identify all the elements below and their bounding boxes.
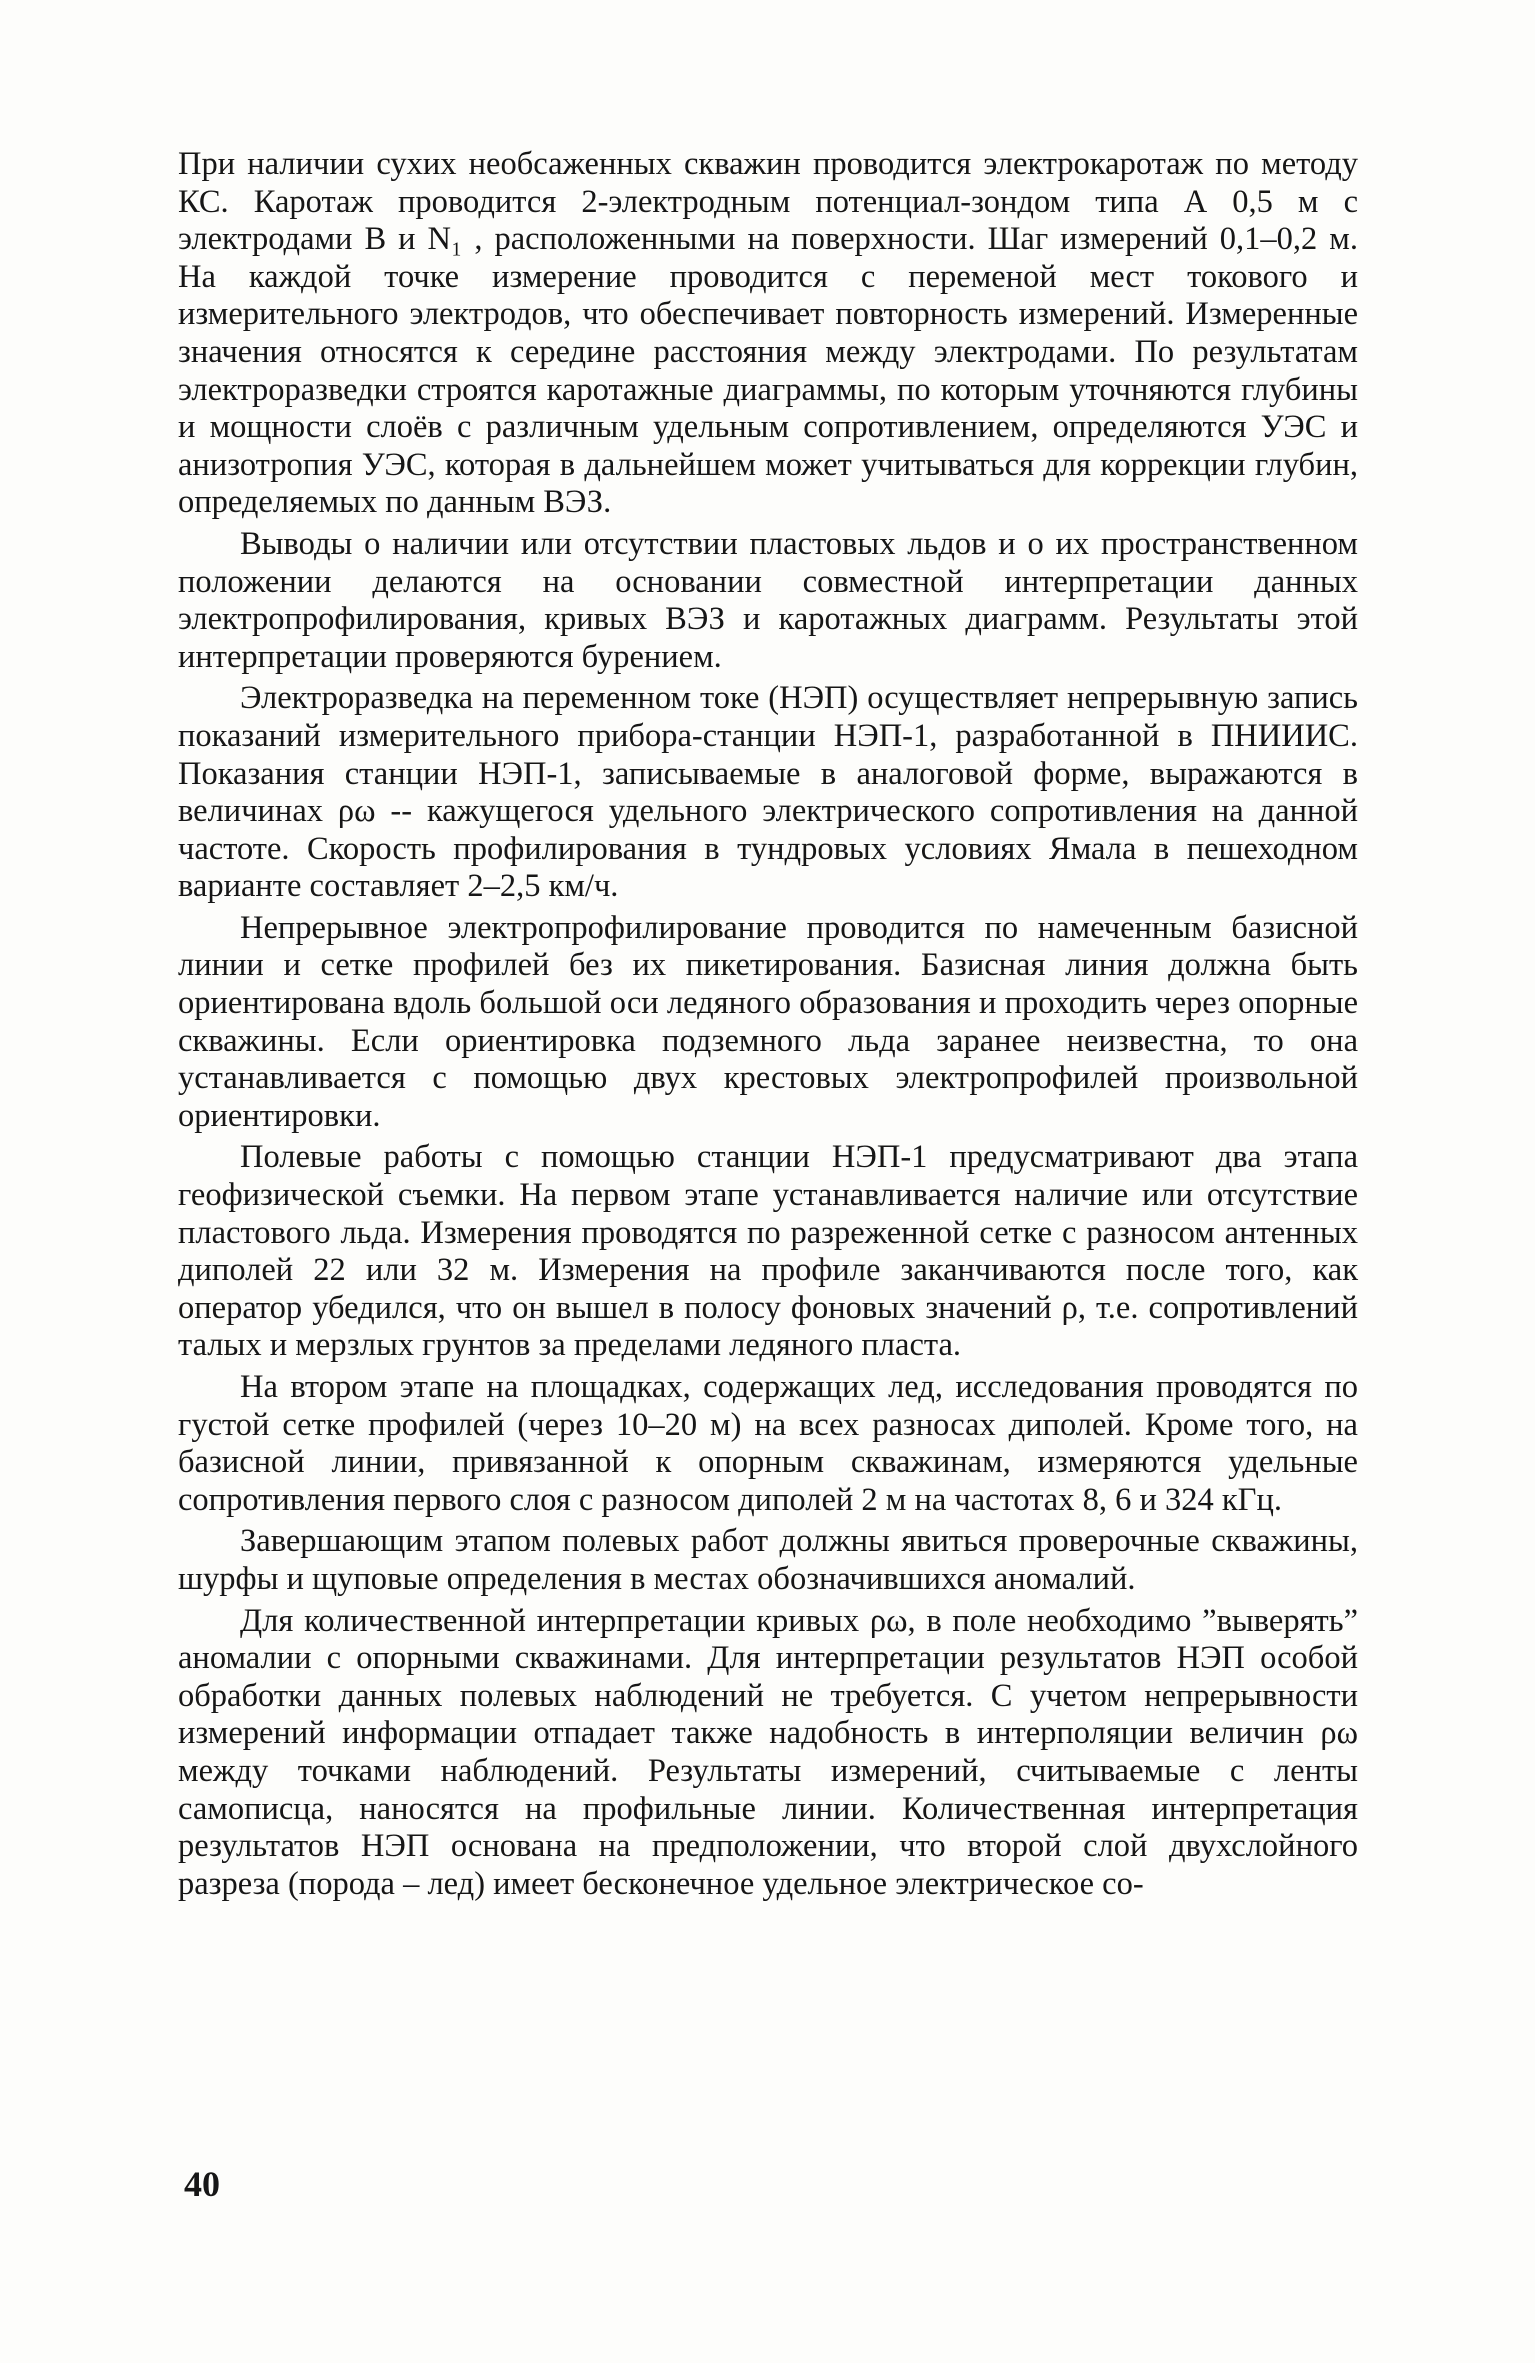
paragraph-7: Завершающим этапом полевых работ должны явиться проверочные скважины, шурфы и щуповые определения в местах обозначившихся аномалий. bbox=[178, 1523, 1358, 1597]
paragraph-8: Для количественной интерпретации кривых ρω, в поле необходимо ”выверять” аномалии с опорными скважинами. Для интерпретации результатов НЭП особой обработки данных полевых наблюдений не требуется. С учетом непрерывности измерений информации отпадает также надобность в интерполяции величин ρω между точками наблюдений. Результаты измерений, считываемые с ленты самописца, наносятся на профильные линии. Количественная интерпретация результатов НЭП основана на предположении, что второй слой двухслойного разреза (порода – лед) имеет бесконечное удельное электрическое со- bbox=[178, 1602, 1358, 1902]
paragraph-5: Полевые работы с помощью станции НЭП-1 предусматривают два этапа геофизической съемки. На первом этапе устанавливается наличие или отсутствие пластового льда. Измерения проводятся по разреженной сетке с разносом антенных диполей 22 или 32 м. Измерения на профиле заканчиваются после того, как оператор убедился, что он вышел в полосу фоновых значений ρ, т.е. сопротивлений талых и мерзлых грунтов за пределами ледяного пласта. bbox=[178, 1139, 1358, 1364]
paragraph-2: Выводы о наличии или отсутствии пластовых льдов и о их пространственном положении делаются на основании совместной интерпретации данных электропрофилирования, кривых ВЭЗ и каротажных диаграмм. Результаты этой интерпретации проверяются бурением. bbox=[178, 525, 1358, 675]
body-text bbox=[178, 146, 1358, 1903]
paragraph-6: На втором этапе на площадках, содержащих лед, исследования проводятся по густой сетке профилей (через 10–20 м) на всех разносах диполей. Кроме того, на базисной линии, привязанной к опорным скважинам, измеряются удельные сопротивления первого слоя с разносом диполей 2 м на частотах 8, 6 и 324 кГц. bbox=[178, 1369, 1358, 1518]
page-number: 40 bbox=[184, 2164, 220, 2204]
paragraph-3: Электроразведка на переменном токе (НЭП) осуществляет непрерывную запись показаний измерительного прибора-станции НЭП-1, разработанной в ПНИИИС. Показания станции НЭП-1, записываемые в аналоговой форме, выражаются в величинах ρω -- кажущегося удельного электрического сопротивления на данной частоте. Скорость профилирования в тундровых условиях Ямала в пешеходном варианте составляет 2–2,5 км/ч. bbox=[178, 680, 1358, 905]
paragraph-1: При наличии сухих необсаженных скважин проводится электрокаротаж по методу КС. Каротаж проводится 2-электродным потенциал-зондом типа А 0,5 м с электродами В и N₁ , расположенными на поверхности. Шаг измерений 0,1–0,2 м. На каждой точке измерение проводится с переменой мест токового и измерительного электродов, что обеспечивает повторность измерений. Измеренные значения относятся к середине расстояния между электродами. По результатам электроразведки строятся каротажные диаграммы, по которым уточняются глубины и мощности слоёв с различным удельным сопротивлением, определяются УЭС и анизотропия УЭС, которая в дальнейшем может учитываться для коррекции глубин, определяемых по данным ВЭЗ. bbox=[178, 146, 1358, 521]
paragraph-4: Непрерывное электропрофилирование проводится по намеченным базисной линии и сетке профилей без их пикетирования. Базисная линия должна быть ориентирована вдоль большой оси ледяного образования и проходить через опорные скважины. Если ориентировка подземного льда заранее неизвестна, то она устанавливается с помощью двух крестовых электропрофилей произвольной ориентировки. bbox=[178, 909, 1358, 1134]
